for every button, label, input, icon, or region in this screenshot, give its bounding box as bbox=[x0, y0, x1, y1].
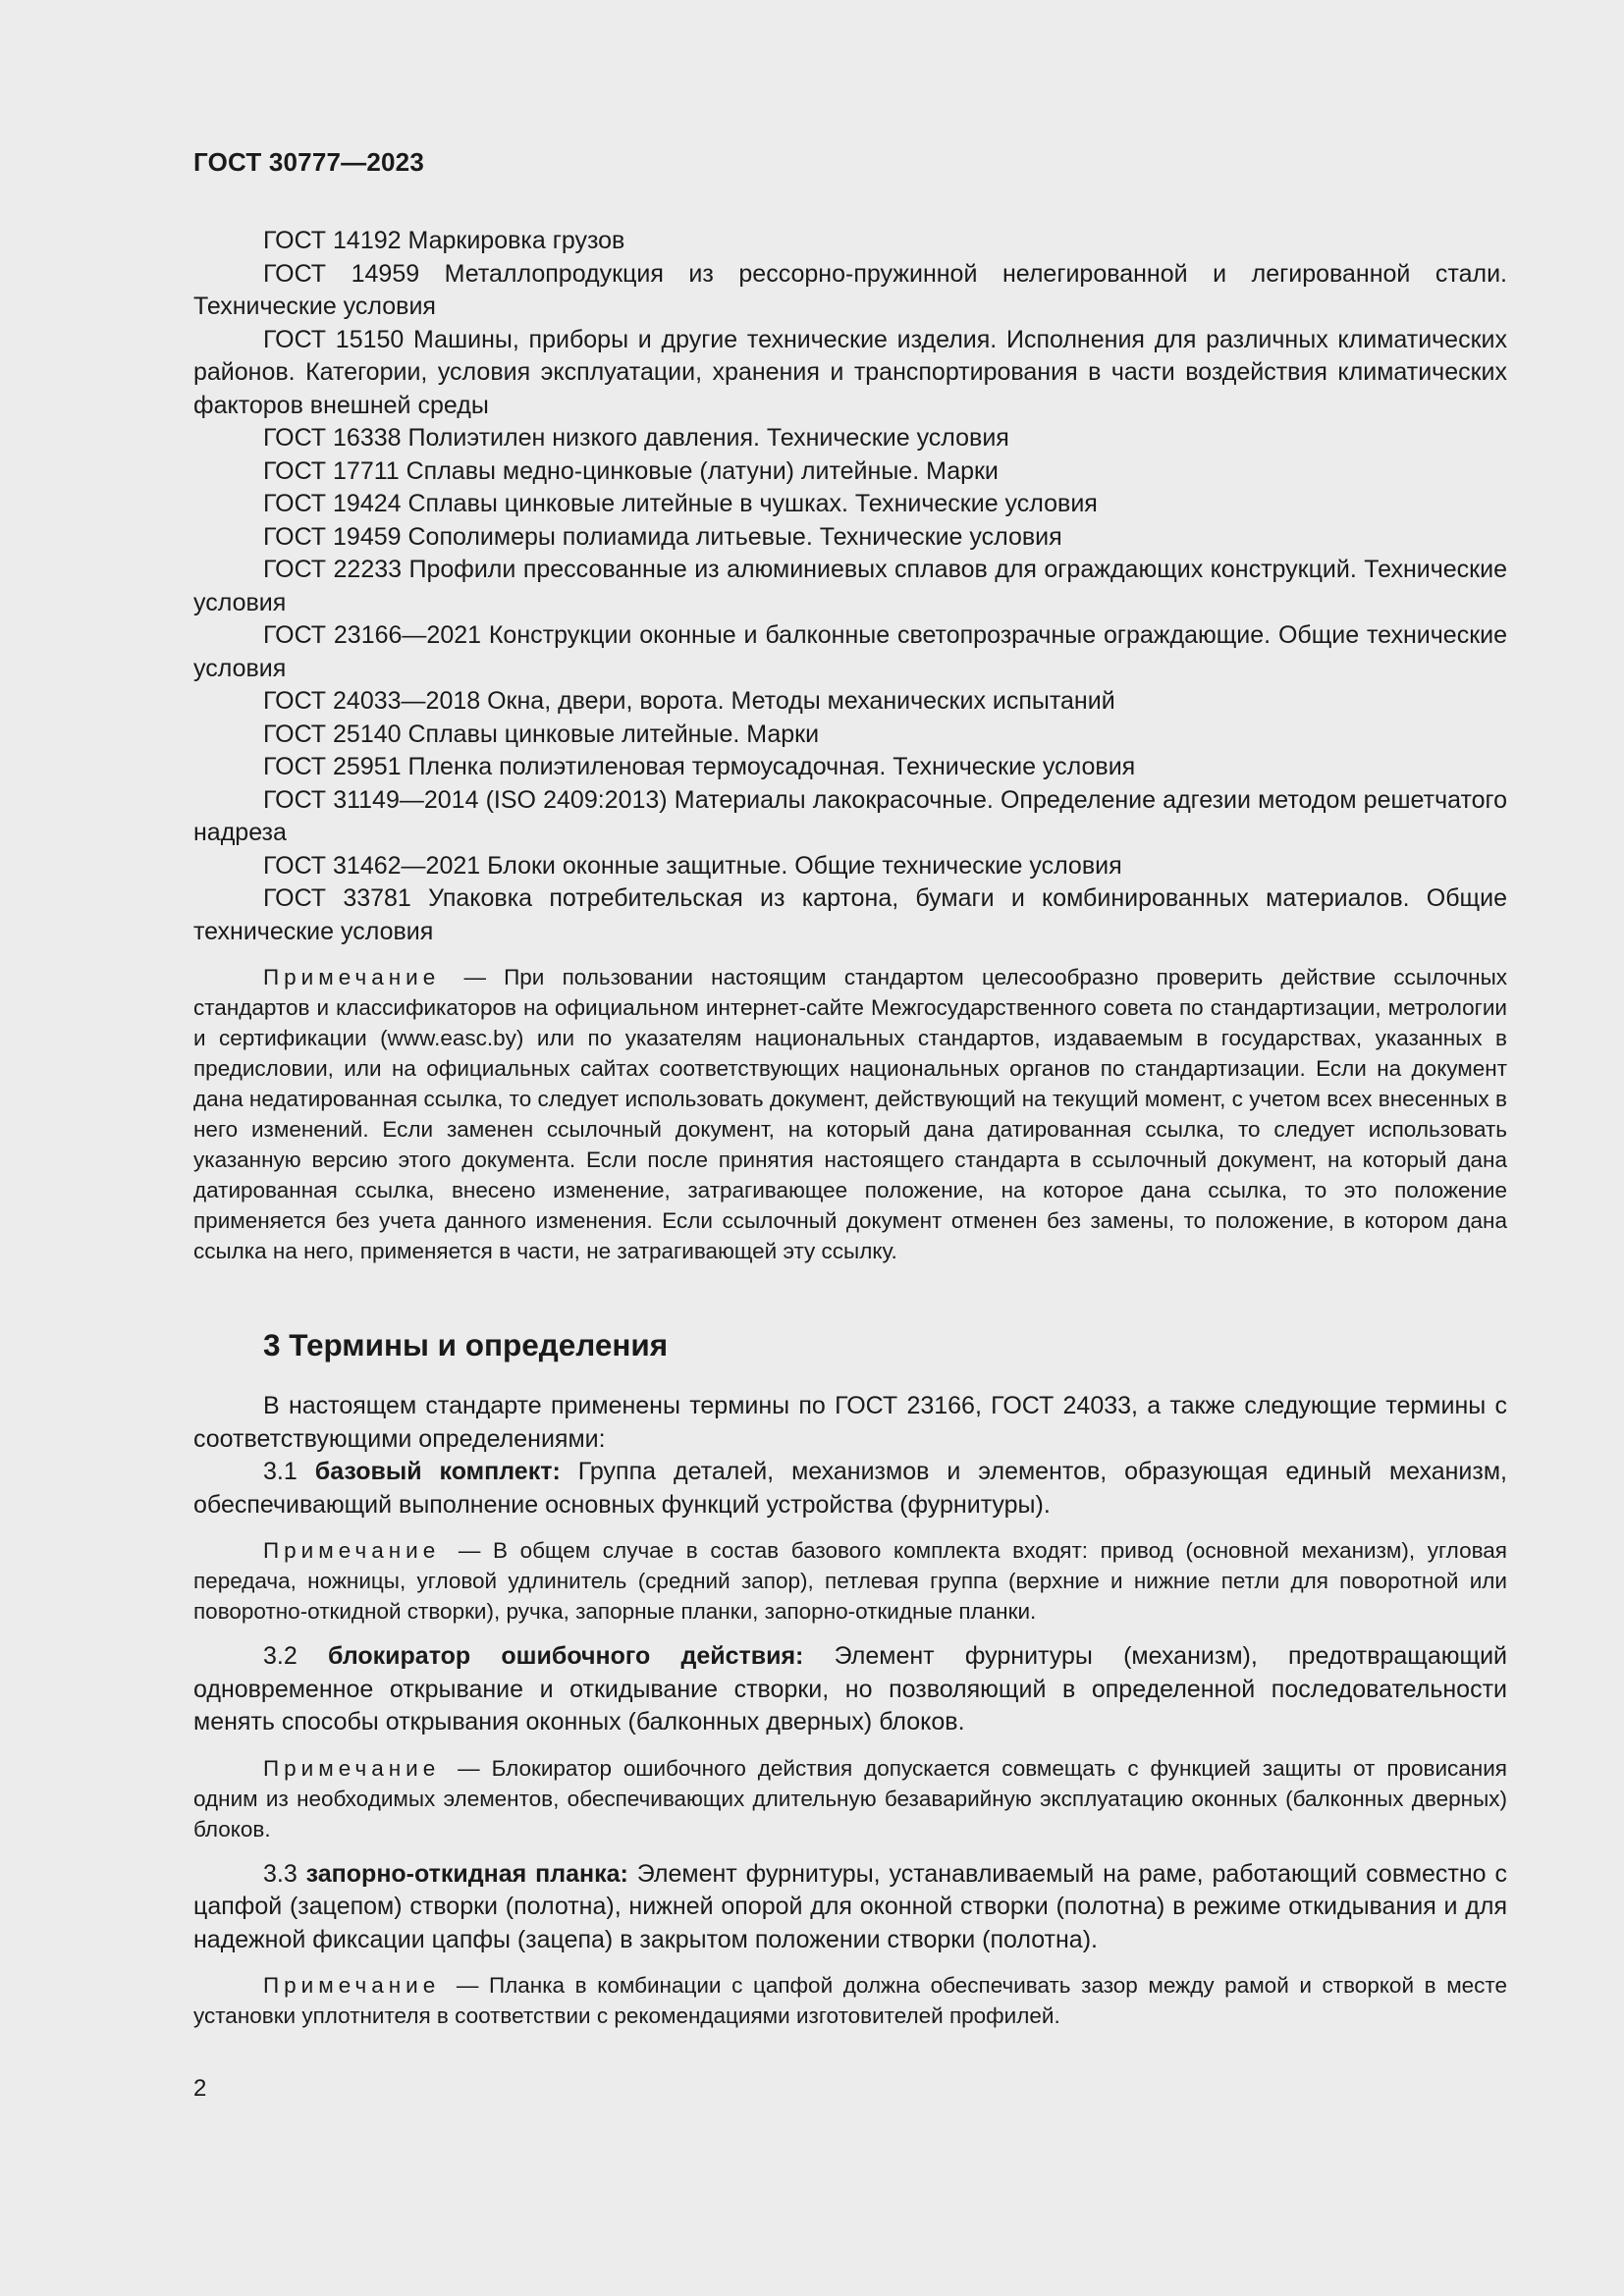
section-intro: В настоящем стандарте применены термины по ГОСТ 23166, ГОСТ 24033, а также следующие термины с соответствующими определениями: bbox=[193, 1392, 1507, 1453]
term-definition bbox=[193, 1456, 1507, 1522]
reference-item: ГОСТ 16338 Полиэтилен низкого давления. Технические условия bbox=[263, 424, 1009, 452]
document-code-header: ГОСТ 30777—2023 bbox=[193, 147, 424, 177]
term-name: блокиратор ошибочного действия: bbox=[328, 1642, 804, 1670]
reference-item: ГОСТ 24033—2018 Окна, двери, ворота. Методы механических испытаний bbox=[263, 687, 1115, 715]
term-definition bbox=[193, 1858, 1507, 1957]
term-name: запорно-откидная планка: bbox=[305, 1859, 628, 1888]
term-3-2 bbox=[193, 1640, 1507, 1844]
note-label: Примечание bbox=[263, 1973, 441, 1998]
term-definition-text: Группа деталей, механизмов и элементов, образующая единый механизм, обеспечивающий выполнение основных функций устройства (фурнитуры). bbox=[193, 1458, 1507, 1519]
note-label: Примечание bbox=[263, 1755, 441, 1781]
reference-item: ГОСТ 22233 Профили прессованные из алюминиевых сплавов для ограждающих конструкций. Технические условия bbox=[193, 556, 1507, 616]
page-number: 2 bbox=[193, 2075, 207, 2102]
section-title: 3 Термины и определения bbox=[263, 1327, 669, 1362]
reference-item: ГОСТ 15150 Машины, приборы и другие технические изделия. Исполнения для различных климатических районов. Категории, условия эксплуатации, хранения и транспортирования в части воздействия климатических факторов внешней среды bbox=[193, 325, 1507, 419]
term-note bbox=[193, 1753, 1507, 1844]
reference-item: ГОСТ 14959 Металлопродукция из рессорно-пружинной нелегированной и легированной стали. Технические условия bbox=[193, 259, 1507, 320]
note-text: — В общем случае в состав базового комплекта входят: привод (основной механизм), угловая передача, ножницы, угловой удлинитель (средний запор), петлевая группа (верхние и нижние петли для поворотной или поворотно-откидной створки), ручка, запорные планки, запорно-откидные планки. bbox=[193, 1538, 1507, 1624]
reference-item: ГОСТ 19459 Сополимеры полиамида литьевые. Технические условия bbox=[263, 522, 1062, 551]
term-3-3 bbox=[193, 1858, 1507, 2032]
term-definition-text: Элемент фурнитуры (механизм), предотвращающий одновременное открывание и откидывание створки, но позволяющий в определенной последовательности менять способы открывания оконных (балконных дверных) блоков. bbox=[193, 1642, 1508, 1735]
page-content bbox=[193, 225, 1507, 2031]
term-3-1 bbox=[193, 1456, 1507, 1627]
term-note bbox=[193, 1535, 1507, 1627]
reference-item: ГОСТ 33781 Упаковка потребительская из картона, бумаги и комбинированных материалов. Общие технические условия bbox=[193, 884, 1507, 945]
term-number: 3.2 bbox=[263, 1642, 298, 1670]
references-note bbox=[193, 962, 1507, 1266]
note-text: — При пользовании настоящим стандартом целесообразно проверить действие ссылочных стандартов и классификаторов на официальном интернет-сайте Межгосударственного совета по стандартизации, метрологии и сертификации (www.easc.by) или по указателям национальных стандартов, издаваемым в государствах, указанных в предисловии, или на официальных сайтах соответствующих национальных органов по стандартизации. Если на документ дана недатированная ссылка, то следует использовать документ, действующий на текущий момент, с учетом всех внесенных в него изменений. Если заменен ссылочный документ, на который дана датированная ссылка, то следует использовать указанную версию этого документа. Если после принятия настоящего стандарта в ссылочный документ, на который дана датированная ссылка, внесено изменение, затрагивающее положение, на которое дана ссылка, то это положение применяется без учета данного изменения. Если ссылочный документ отменен без замены, то положение, в котором дана ссылка на него, применяется в части, не затрагивающей эту ссылку. bbox=[193, 965, 1507, 1263]
term-note bbox=[193, 1970, 1507, 2031]
note-text: — Планка в комбинации с цапфой должна обеспечивать зазор между рамой и створкой в месте установки уплотнителя в соответствии с рекомендациями изготовителей профилей. bbox=[193, 1973, 1507, 2028]
term-number: 3.1 bbox=[263, 1458, 298, 1485]
reference-item: ГОСТ 31149—2014 (ISO 2409:2013) Материалы лакокрасочные. Определение адгезии методом решетчатого надреза bbox=[193, 785, 1507, 846]
note-text: — Блокиратор ошибочного действия допускается совмещать с функцией защиты от провисания одним из необходимых элементов, обеспечивающих длительную безаварийную эксплуатацию оконных (балконных дверных) блоков. bbox=[193, 1755, 1507, 1842]
term-definition-text: Элемент фурнитуры, устанавливаемый на раме, работающий совместно с цапфой (зацепом) створки (полотна), нижней опорой для оконной створки (полотна) в режиме откидывания и для надежной фиксации цапфы (зацепа) в закрытом положении створки (полотна). bbox=[193, 1859, 1507, 1953]
reference-item: ГОСТ 23166—2021 Конструкции оконные и балконные светопрозрачные ограждающие. Общие технические условия bbox=[193, 621, 1507, 682]
reference-list bbox=[193, 225, 1507, 948]
reference-item: ГОСТ 31462—2021 Блоки оконные защитные. Общие технические условия bbox=[263, 851, 1122, 880]
term-definition bbox=[193, 1640, 1507, 1739]
reference-item: ГОСТ 25951 Пленка полиэтиленовая термоусадочная. Технические условия bbox=[263, 753, 1136, 780]
note-label: Примечание bbox=[263, 1538, 441, 1563]
term-name: базовый комплект: bbox=[314, 1458, 561, 1485]
reference-item: ГОСТ 17711 Сплавы медно-цинковые (латуни) литейные. Марки bbox=[263, 456, 999, 485]
reference-item: ГОСТ 14192 Маркировка грузов bbox=[263, 227, 625, 254]
note-label: Примечание bbox=[263, 965, 441, 989]
term-number: 3.3 bbox=[263, 1859, 298, 1888]
reference-item: ГОСТ 25140 Сплавы цинковые литейные. Марки bbox=[263, 720, 820, 748]
reference-item: ГОСТ 19424 Сплавы цинковые литейные в чушках. Технические условия bbox=[263, 490, 1098, 517]
